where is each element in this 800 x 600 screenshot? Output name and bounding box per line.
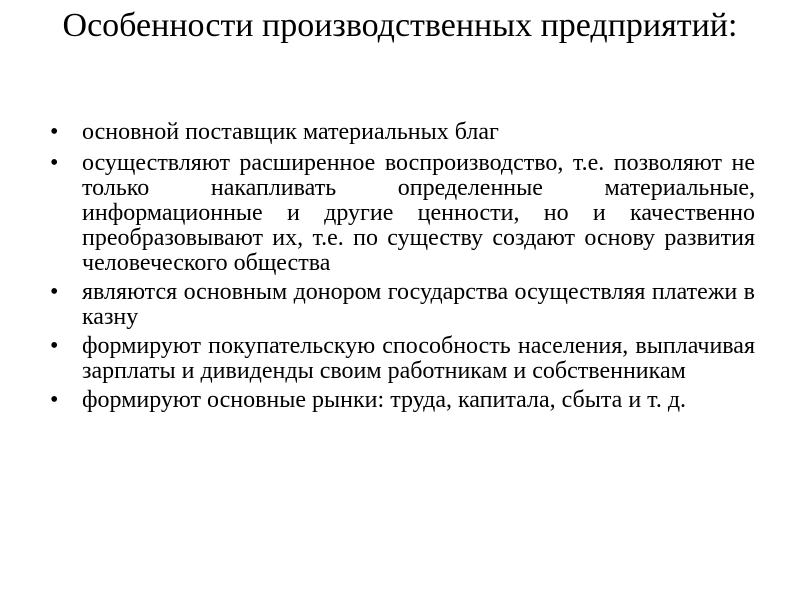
bullet-icon: •: [50, 333, 59, 359]
bullet-text: являются основным донором государства осуществляя платежи в казну: [82, 279, 755, 330]
slide-title: Особенности производственных предприятий:: [62, 7, 738, 44]
bullet-icon: •: [50, 279, 59, 305]
bullet-item-1: [40, 120, 755, 145]
bullet-icon: •: [50, 119, 59, 145]
bullet-list: [40, 120, 755, 417]
bullet-item-3: [40, 280, 755, 330]
bullet-text: формируют основные рынки: труда, капитала, сбыта и т. д.: [82, 387, 687, 413]
bullet-text: осуществляют расширенное воспроизводство, т.е. позволяют не только накапливать определенные материальные, информационные и другие ценности, но и качественно преобразовывают их, т.е. по существу создают основу развития человеческого общества: [82, 150, 755, 276]
bullet-icon: •: [50, 387, 59, 413]
bullet-icon: •: [50, 150, 59, 176]
bullet-item-4: [40, 334, 755, 384]
bullet-text: формируют покупательскую способность населения, выплачивая зарплаты и дивиденды своим работникам и собственникам: [82, 333, 755, 384]
bullet-text: основной поставщик материальных благ: [82, 119, 499, 145]
bullet-item-2: [40, 151, 755, 276]
bullet-item-5: [40, 388, 755, 413]
